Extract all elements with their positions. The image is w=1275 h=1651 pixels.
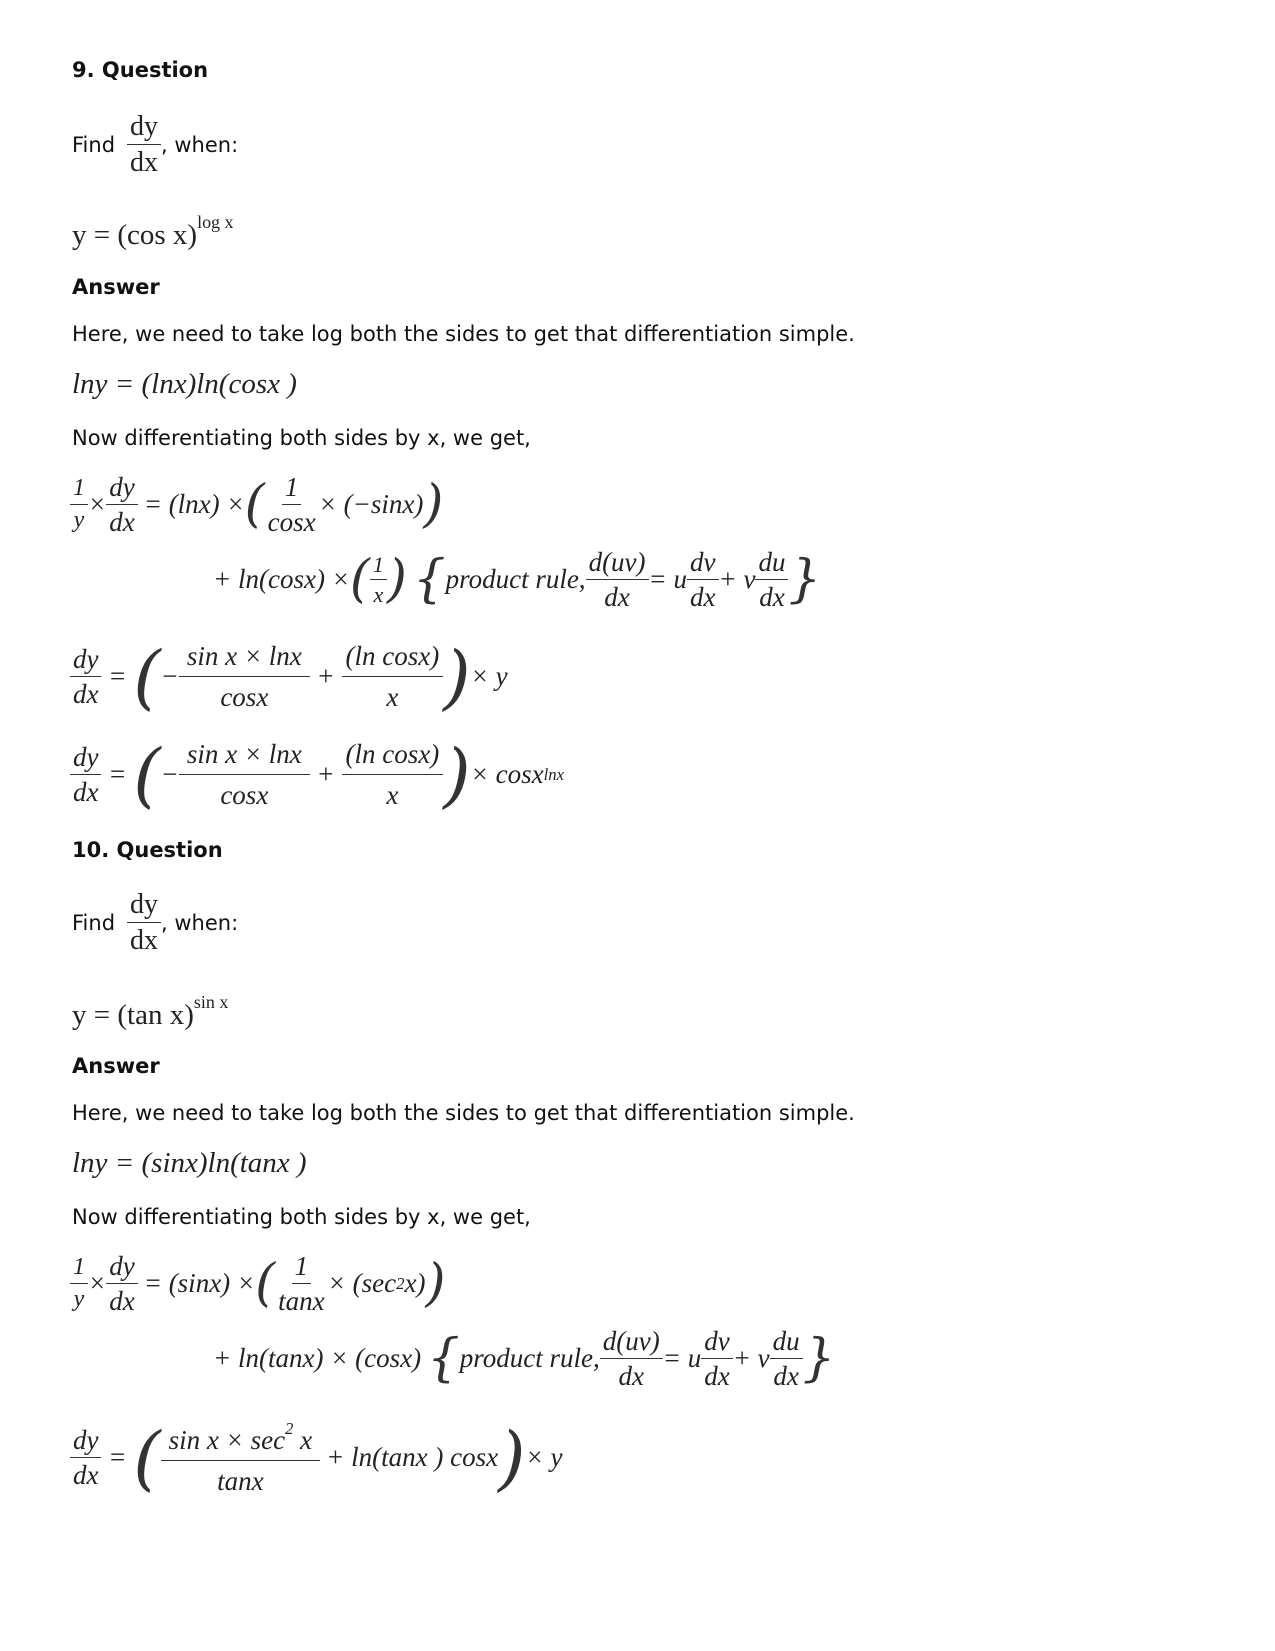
q10-du-dx: $\frac{du}{dx}$ (770, 1327, 803, 1391)
q10-step1-dydx: $\frac{dy}{dx}$ (106, 1252, 137, 1316)
q9-step1-one-over-cosx: $\frac{1}{\cos x}$ (267, 472, 316, 538)
q10-step2: + ln(tanx) × (cosx) { product rule, $\frac{d(uv)}{dx}$ = u $\frac{dv}{dx}$ + v $\frac{du}{dx}$ } (213, 1326, 836, 1392)
q9-du-dx: $\frac{du}{dx}$ (755, 548, 788, 612)
q9-step2: + ln(cosx) × ( $\frac{1}{x}$ ) { product rule, $\frac{d(uv)}{dx}$ = u $\frac{dv}{dx}$ + v $\frac{du}{dx}$ } (213, 547, 822, 613)
q10-step3-frac1: $\frac{\sin x \times \sec^2 x}{\tan x}$ (161, 1420, 321, 1496)
q9-function: y = (cos x)$^{log x}$ (72, 212, 234, 252)
q9-step3: $\frac{dy}{dx}$ = ( − $\frac{\text{sin x × lnx}}{\cos x}$ + $\frac{\text{(ln cosx)}}{x}$ ) × y (70, 642, 508, 712)
q10-diff-text: Now differentiating both sides by x, we get, (72, 1205, 531, 1229)
question-9-heading: 9. Question (72, 58, 209, 82)
q9-step3-frac1: $\frac{\text{sin x × lnx}}{\cos x}$ (179, 642, 310, 712)
q9-step4-dydx: $\frac{dy}{dx}$ (70, 743, 101, 807)
q9-step4-frac2: $\frac{\text{(ln cosx)}}{x}$ (342, 740, 444, 810)
q9-step4: $\frac{dy}{dx}$ = ( − $\frac{\text{sin x × lnx}}{\cos x}$ + $\frac{\text{(ln cosx)}}{x}$ ) × cosx lnx (70, 740, 564, 810)
q9-intro: Here, we need to take log both the sides to get that differentiation simple. (72, 322, 855, 346)
q9-step1: $\frac{1}{y}$ × $\frac{dy}{dx}$ = (lnx) × ( $\frac{1}{\cos x}$ × (−sinx) ) (70, 473, 443, 537)
q10-dv-dx: $\frac{dv}{dx}$ (701, 1327, 732, 1391)
q9-when: , when: (161, 132, 239, 157)
q10-duv-dx: $\frac{d(uv)}{dx}$ (600, 1327, 663, 1391)
q10-step1-one-over-tanx: $\frac{1}{\tan x}$ (278, 1251, 325, 1317)
q9-find-line (72, 112, 238, 178)
q10-function: y = (tan x)$^{sin x}$ (72, 992, 229, 1032)
q9-step1-one-over-y: $\frac{1}{y}$ (70, 476, 88, 533)
q9-answer-heading: Answer (72, 275, 160, 299)
q10-step1-one-over-y: $\frac{1}{y}$ (70, 1255, 88, 1312)
q10-step3-dydx: $\frac{dy}{dx}$ (70, 1426, 101, 1490)
q10-log-equation: lny = (sinx)ln(tanx ) (72, 1147, 307, 1179)
q10-step3: $\frac{dy}{dx}$ = ( $\frac{\sin x \times \sec^2 x}{\tan x}$ + ln(tanx ) cosx ) × y (70, 1420, 562, 1496)
q10-find-label: Find (72, 910, 116, 935)
q9-find-label: Find (72, 132, 116, 157)
q9-duv-dx: $\frac{d(uv)}{dx}$ (586, 548, 649, 612)
q9-step2-one-over-x: $\frac{1}{x}$ (370, 553, 387, 606)
q10-intro: Here, we need to take log both the sides to get that differentiation simple. (72, 1101, 855, 1125)
q10-answer-heading: Answer (72, 1054, 160, 1078)
q9-step1-dydx: $\frac{dy}{dx}$ (106, 473, 137, 537)
q9-log-equation: lny = (lnx)ln(cosx ) (72, 368, 297, 400)
q9-step4-frac1: $\frac{\text{sin x × lnx}}{\cos x}$ (179, 740, 310, 810)
q9-dydx: $\frac{dy}{dx}$ (127, 112, 161, 178)
q10-step1: $\frac{1}{y}$ × $\frac{dy}{dx}$ = (sinx) × ( $\frac{1}{\tan x}$ × (sec 2 x) ) (70, 1252, 445, 1316)
q10-dydx: $\frac{dy}{dx}$ (127, 890, 161, 956)
q10-when: , when: (161, 910, 239, 935)
q9-dv-dx: $\frac{dv}{dx}$ (687, 548, 718, 612)
q9-step3-dydx: $\frac{dy}{dx}$ (70, 645, 101, 709)
question-10-heading: 10. Question (72, 838, 223, 862)
q10-find-line (72, 890, 238, 956)
q9-step3-frac2: $\frac{\text{(ln cosx)}}{x}$ (342, 642, 444, 712)
q9-diff-text: Now differentiating both sides by x, we get, (72, 426, 531, 450)
